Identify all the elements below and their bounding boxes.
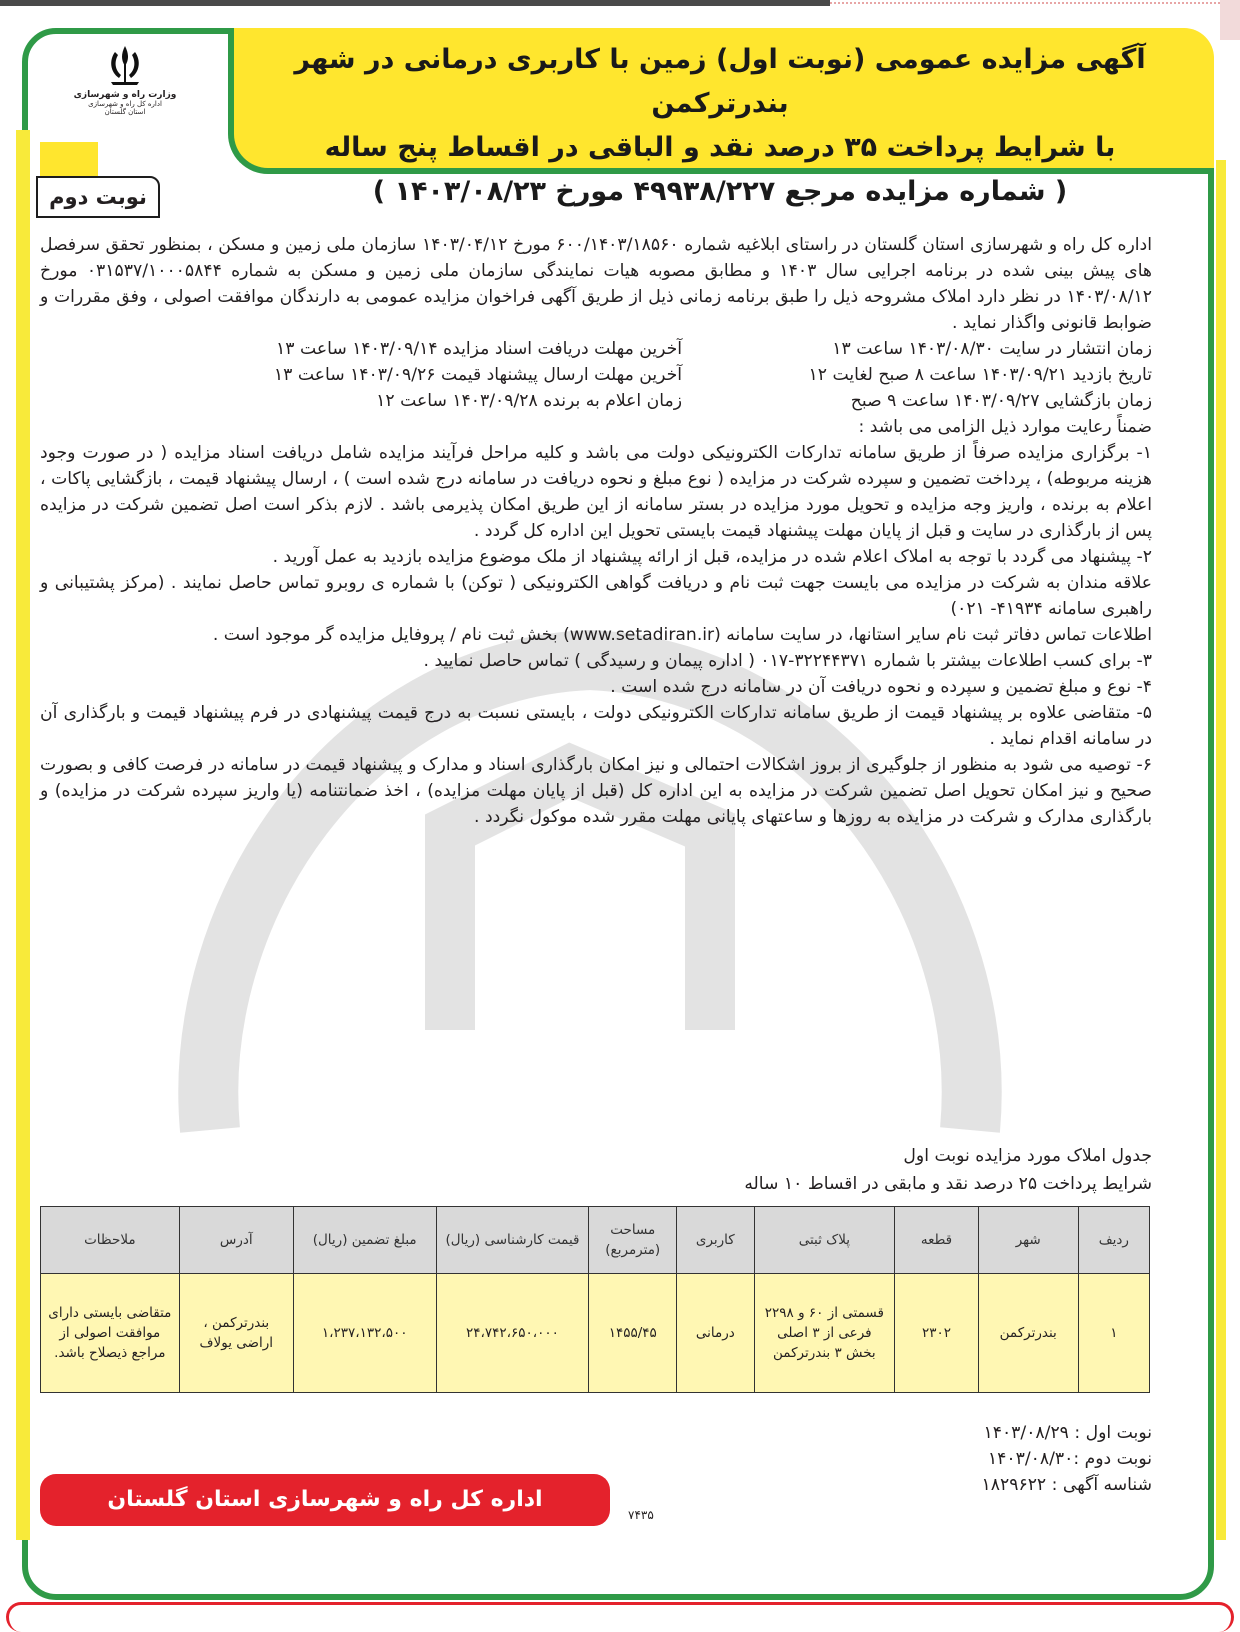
- office-banner: اداره کل راه و شهرسازی استان گلستان: [40, 1474, 610, 1526]
- cell-price: ۲۴،۷۴۲،۶۵۰،۰۰۰: [436, 1274, 589, 1393]
- condition-item: علاقه مندان به شرکت در مزایده می بایست جهت ثبت نام و دریافت گواهی الکترونیکی ( توکن) با شماره ی روبرو تماس حاصل نمایند . (مرکز پشتیبانی و راهبری سامانه ۴۱۹۳۴- ۰۲۱): [40, 573, 1152, 619]
- table-header-row: [41, 1207, 1150, 1274]
- col-header: قطعه: [895, 1207, 979, 1274]
- condition-item: ۴- نوع و مبلغ تضمین و سپرده و نحوه دریافت آن در سامانه درج شده است .: [610, 677, 1152, 697]
- condition-item: ۱- برگزاری مزایده صرفاً از طریق سامانه تدارکات الکترونیکی دولت می باشد و کلیه مراحل فرآیند مزایده شامل دریافت اسناد مزایده ( در صورت وجود هزینه مربوطه) ، پرداخت تضمین و سپرده شرکت در مزایده ( نوع مبلغ و نحوه دریافت در سامانه درج شده است ) ، ارسال پیشنهاد قیمت ، بازگشایی پاکات ، اعلام به برنده ، واریز وجه مزایده و تحویل مورد مزایده در بستر سامانه از این طریق امکان پذیرمی باشد . لازم بذکر است اصل تضمین شرکت در مزایده پس از بارگذاری در سایت و قبل از پایان مهلت پیشنهاد قیمت بایستی تحویل این اداره کل گردد .: [40, 443, 1152, 541]
- second-turn-date: نوبت دوم :۱۴۰۳/۰۸/۳۰: [987, 1449, 1152, 1469]
- cell-area: ۱۴۵۵/۴۵: [589, 1274, 677, 1393]
- col-header: ردیف: [1078, 1207, 1149, 1274]
- ad-body: [40, 232, 1152, 830]
- col-header: ملاحظات: [41, 1207, 180, 1274]
- condition-item: ۲- پیشنهاد می گردد با توجه به املاک اعلام شده در مزایده، قبل از ارائه پیشنهاد از ملک موضوع مزایده بازدید به عمل آورید .: [272, 547, 1152, 567]
- intro-paragraph: اداره کل راه و شهرسازی استان گلستان در راستای ابلاغیه شماره ۶۰۰/۱۴۰۳/۱۸۵۶۰ مورخ ۱۴۰۳/۰۴/۱۲ سازمان ملی زمین و مسکن ، بمنظور تحقق سرفصل های پیش بینی شده در برنامه اجرایی سال ۱۴۰۳ و مطابق مصوبه هیات نمایندگی سازمان ملی زمین و مسکن به شماره ۰۳۱۵۳۷/۱۰۰۰۵۸۴۴ مورخ ۱۴۰۳/۰۸/۱۲ در نظر دارد املاک مشروحه ذیل را طبق برنامه زمانی ذیل از طریق آگهی فراخوان مزایده عمومی به دارندگان موافقت اصولی ، وفق مقررات و ضوابط قانونی واگذار نماید .: [40, 235, 1152, 333]
- cell-usage: درمانی: [677, 1274, 754, 1393]
- title-line-2: با شرایط پرداخت ۳۵ درصد نقد و الباقی در اقساط پنج ساله: [324, 132, 1116, 163]
- schedule-winner: زمان اعلام به برنده ۱۴۰۳/۰۹/۲۸ ساعت ۱۲: [376, 391, 682, 411]
- col-header: مساحت (مترمربع): [589, 1207, 677, 1274]
- turn-badge: نوبت دوم: [36, 176, 160, 218]
- cell-row: ۱: [1078, 1274, 1149, 1393]
- schedule-publish: زمان انتشار در سایت ۱۴۰۳/۰۸/۳۰ ساعت ۱۳: [832, 339, 1152, 359]
- table-row: [41, 1274, 1150, 1393]
- schedule-opening: زمان بازگشایی ۱۴۰۳/۰۹/۲۷ ساعت ۹ صبح: [850, 391, 1152, 411]
- page-corner: [1220, 0, 1240, 40]
- schedule-doc-deadline: آخرین مهلت دریافت اسناد مزایده ۱۴۰۳/۰۹/۱۴ ساعت ۱۳: [276, 339, 682, 359]
- top-rule: [0, 0, 1240, 8]
- cell-guarantee: ۱،۲۳۷،۱۳۲،۵۰۰: [293, 1274, 436, 1393]
- logo-line-2: اداره کل راه و شهرسازی: [88, 100, 162, 108]
- title-line-3: ( شماره مزایده مرجع ۴۹۹۳۸/۲۲۷ مورخ ۱۴۰۳/۰۸/۲۳ ): [372, 176, 1068, 207]
- ad-id: شناسه آگهی : ۱۸۲۹۶۲۲: [981, 1475, 1152, 1495]
- first-turn-date: نوبت اول : ۱۴۰۳/۰۸/۲۹: [983, 1423, 1152, 1443]
- ad-title: [250, 38, 1190, 214]
- condition-item: ۳- برای کسب اطلاعات بیشتر با شماره ۳۲۲۴۴۳۷۱-۰۱۷ ( اداره پیمان و رسیدگی ) تماس حاصل نمایید .: [423, 651, 1152, 671]
- table-caption: [744, 1142, 1152, 1198]
- logo-line-3: استان گلستان: [104, 108, 146, 116]
- ad-code: ۷۴۳۵: [628, 1508, 654, 1522]
- schedule: [40, 336, 1152, 414]
- cell-notes: متقاضی بایستی دارای موافقت اصولی از مراجع ذیصلاح باشد.: [41, 1274, 180, 1393]
- frame-stripe-right: [1216, 160, 1226, 1540]
- condition-item: ۶- توصیه می شود به منظور از جلوگیری از بروز اشکالات احتمالی و نیز امکان بارگذاری اسناد و مدارک و پیشنهاد قیمت در سامانه در فرصت کافی و بصورت صحیح و نیز امکان تحویل اصل تضمین شرکت در مزایده به این اداره کل (قبل از پایان مهلت مزایده) ، اخذ ضمانتنامه (یا واریز سپرده شرکت در مزایده) و بارگذاری مدارک و شرکت در مزایده به روزها و ساعتهای پایانی مهلت مقرر شده موکول نگردد .: [40, 755, 1152, 827]
- next-ad-border: [6, 1602, 1234, 1632]
- publication-info: [982, 1420, 1152, 1498]
- table-title-2: شرایط پرداخت ۲۵ درصد نقد و مابقی در اقساط ۱۰ ساله: [744, 1174, 1152, 1194]
- condition-item: ۵- متقاضی علاوه بر پیشنهاد قیمت از طریق سامانه تدارکات الکترونیکی دولت ، بایستی نسبت به درج قیمت پیشنهادی در فرم پیشنهاد قیمت و بارگذاری آن در سامانه اقدام نماید .: [40, 703, 1152, 749]
- table-title-1: جدول املاک مورد مزایده نوبت اول: [903, 1146, 1152, 1166]
- frame-stripe-left: [16, 130, 30, 1540]
- col-header: پلاک ثبتی: [754, 1207, 895, 1274]
- conditions-intro: ضمناً رعایت موارد ذیل الزامی می باشد :: [858, 417, 1152, 437]
- emblem-icon: [101, 42, 149, 88]
- title-line-1: آگهی مزایده عمومی (نوبت اول) زمین با کاربری درمانی در شهر بندرترکمن: [294, 44, 1146, 119]
- col-header: شهر: [978, 1207, 1078, 1274]
- col-header: قیمت کارشناسی (ریال): [436, 1207, 589, 1274]
- logo-line-1: وزارت راه و شهرسازی: [73, 90, 177, 100]
- condition-item: اطلاعات تماس دفاتر ثبت نام سایر استانها، در سایت سامانه (www.setadiran.ir) بخش ثبت نام / پروفایل مزایده گر موجود است .: [212, 625, 1152, 645]
- cell-parcel: ۲۳۰۲: [895, 1274, 979, 1393]
- cell-plate: قسمتی از ۶۰ و ۲۲۹۸ فرعی از ۳ اصلی بخش ۳ بندرترکمن: [754, 1274, 895, 1393]
- property-table: [40, 1206, 1150, 1393]
- col-header: کاربری: [677, 1207, 754, 1274]
- col-header: مبلغ تضمین (ریال): [293, 1207, 436, 1274]
- schedule-visit: تاریخ بازدید ۱۴۰۳/۰۹/۲۱ ساعت ۸ صبح لغایت ۱۲: [808, 365, 1152, 385]
- cell-address: بندرترکمن ، اراضی یولاف: [179, 1274, 293, 1393]
- schedule-bid-deadline: آخرین مهلت ارسال پیشنهاد قیمت ۱۴۰۳/۰۹/۲۶ ساعت ۱۳: [273, 365, 682, 385]
- cell-city: بندرترکمن: [978, 1274, 1078, 1393]
- col-header: آدرس: [179, 1207, 293, 1274]
- ministry-logo: [70, 42, 180, 132]
